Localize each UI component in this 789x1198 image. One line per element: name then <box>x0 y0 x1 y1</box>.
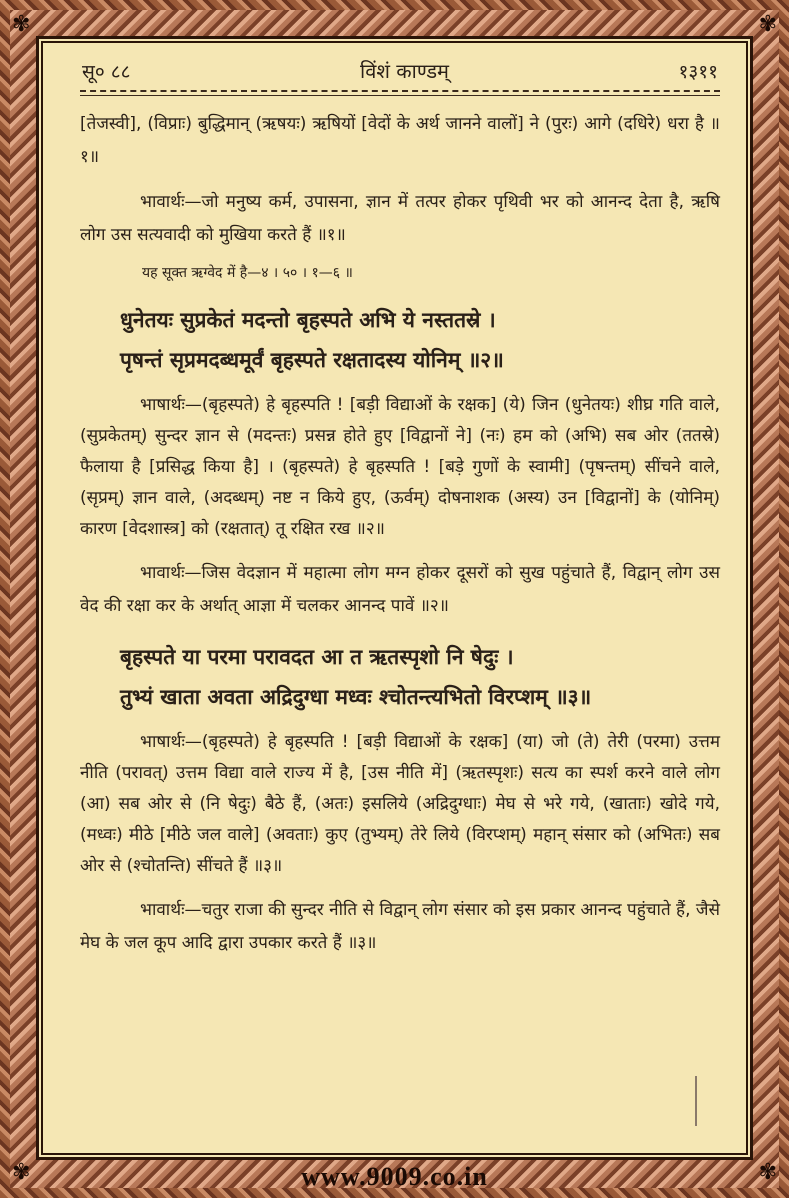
book-page <box>36 36 753 1160</box>
header-rule <box>80 90 720 96</box>
scroll-ornament-icon: ✾ <box>758 1160 777 1185</box>
translation-paragraph: [तेजस्वी], (विप्राः) बुद्धिमान् (ऋषयः) ऋषियों [वेदों के अर्थ जानने वालों] ने (पुरः) आगे (दधिरे) धरा है ॥१॥ <box>80 114 720 167</box>
kanda-title: विंशं काण्डम् <box>360 59 449 83</box>
website-footer: www.9009.co.in <box>301 1162 488 1191</box>
mantra-line: पृषन्तं सृप्रमदब्धमूर्वं बृहस्पते रक्षतादस्य योनिम् ॥२॥ <box>120 347 504 372</box>
bhavarth-paragraph: भावार्थः—चतुर राजा की सुन्दर नीति से विद्वान् लोग संसार को इस प्रकार आनन्द पहुंचाते हैं, जैसे मेघ के जल कूप आदि द्वारा उपकार करते हैं ॥३॥ <box>80 900 720 953</box>
sukta-number: सू० ८८ <box>82 61 131 83</box>
page-content <box>80 54 720 960</box>
source-note: यह सूक्त ऋग्वेद में है—४ । ५० । १—६ ॥ <box>142 265 353 281</box>
bhavarth-paragraph: भावार्थः—जिस वेदज्ञान में महात्मा लोग मग्न होकर दूसरों को सुख पहुंचाते हैं, विद्वान् लोग उस वेद की रक्षा कर के अर्थात् आज्ञा में चलकर आनन्द पावें ॥२॥ <box>80 563 720 616</box>
bhavarth-paragraph: भावार्थः—जो मनुष्य कर्म, उपासना, ज्ञान में तत्पर होकर पृथिवी भर को आनन्द देता है, ऋषि लोग उस सत्यवादी को मुखिया करते हैं ॥१॥ <box>80 192 720 245</box>
page-header <box>80 54 720 84</box>
mantra-line: बृहस्पते या परमा परावदत आ त ऋतस्पृशो नि षेदुः । <box>120 644 514 669</box>
scroll-ornament-icon: ✾ <box>12 1160 31 1185</box>
page-edge-mark <box>675 1076 697 1126</box>
translation-paragraph: भाषार्थः—(बृहस्पते) हे बृहस्पति ! [बड़ी विद्याओं के रक्षक] (ये) जिन (धुनेतयः) शीघ्र गति वाले, (सुप्रकेतम्) सुन्दर ज्ञान से (मदन्तः) प्रसन्न होते हुए [विद्वानों ने] (नः) हम को (अभि) सब ओर (ततस्रे) फैलाया है [प्रसिद्ध किया है] । (बृहस्पते) हे बृहस्पति ! [बड़े गुणों के स्वामी] (पृषन्तम्) सींचने वाले, (सृप्रम्) ज्ञान वाले, (अदब्धम्) नष्ट न किये हुए, (ऊर्वम्) दोषनाशक (अस्य) उन [विद्वानों] के (योनिम्) कारण [वेदशास्त्र] को (रक्षतात्) तू रक्षित रख ॥२॥ <box>80 395 720 539</box>
translation-paragraph: भाषार्थः—(बृहस्पते) हे बृहस्पति ! [बड़ी विद्याओं के रक्षक] (या) जो (ते) तेरी (परमा) उत्तम नीति (परावत्) उत्तम विद्या वाले राज्य में है, [उस नीति में] (ऋतस्पृशः) सत्य का स्पर्श करने वाले लोग (आ) सब ओर से (नि षेदुः) बैठे हैं, (अतः) इसलिये (अद्रिदुग्धाः) मेघ से भरे गये, (खाताः) खोदे गये, (मध्वः) मीठे [मीठे जल वाले] (अवताः) कुए (तुभ्यम्) तेरे लिये (विरप्शम्) महान् संसार को (अभितः) सब ओर से (श्चोतन्ति) सींचते हैं ॥३॥ <box>80 732 720 876</box>
mantra-line: तुभ्यं खाता अवता अद्रिदुग्धा मध्वः श्चोतन्त्यभितो विरप्शम् ॥३॥ <box>120 684 592 709</box>
page-number: १३११ <box>678 61 718 83</box>
mantra-line: धुनेतयः सुप्रकेतं मदन्तो बृहस्पते अभि ये नस्ततस्रे । <box>120 307 496 332</box>
scroll-ornament-icon: ✾ <box>758 12 777 37</box>
scroll-ornament-icon: ✾ <box>12 12 31 37</box>
